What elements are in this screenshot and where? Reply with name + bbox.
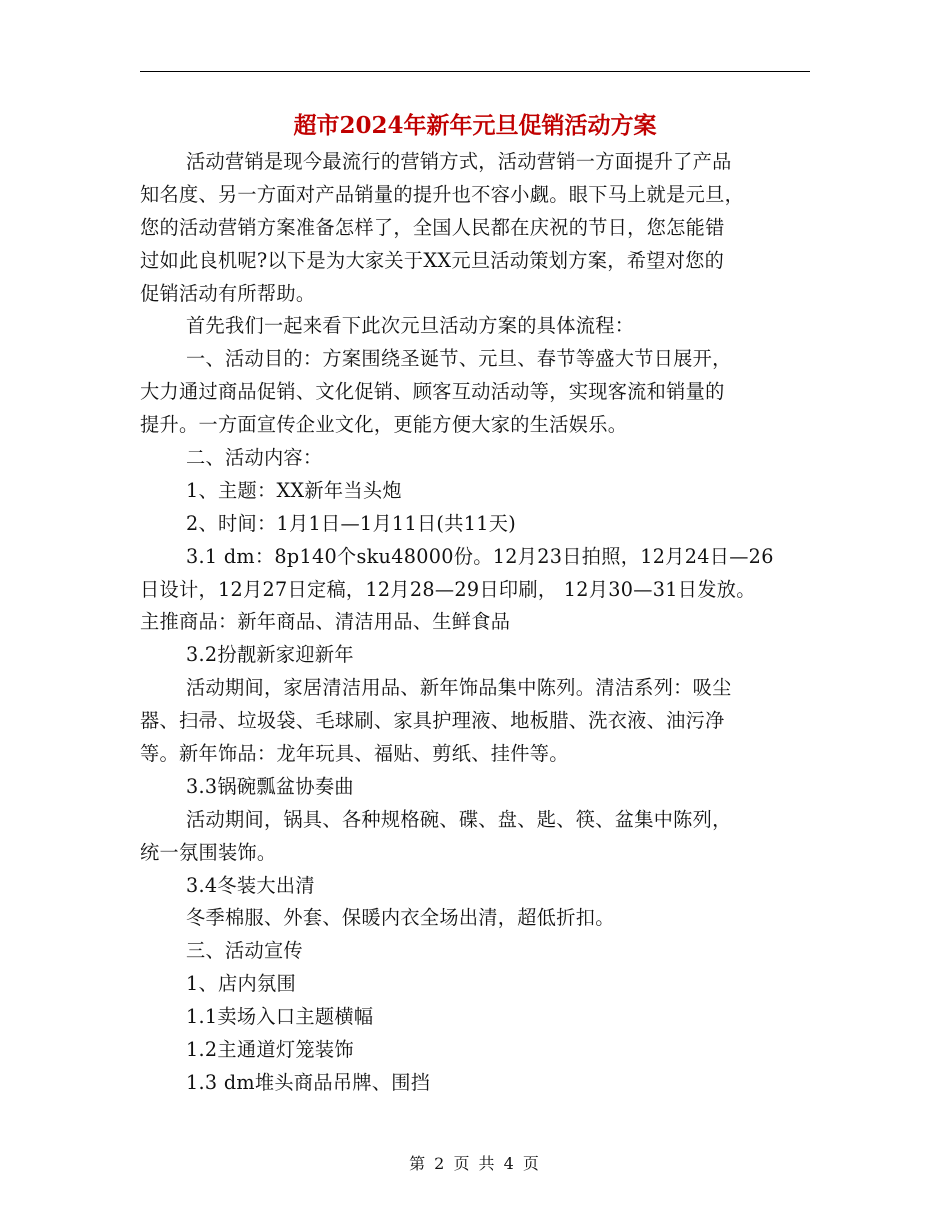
text-line: 统一氛围装饰。 bbox=[140, 840, 277, 864]
text-line: 一、活动目的：方案围绕圣诞节、元旦、春节等盛大节日展开， bbox=[186, 347, 732, 371]
text-line: 日设计，12月27日定稿，12月28—29日印刷， 12月30—31日发放。 bbox=[140, 577, 756, 601]
text-line: 活动营销是现今最流行的营销方式，活动营销一方面提升了产品 bbox=[186, 150, 732, 173]
text-line: 1.2主通道灯笼装饰 bbox=[186, 1038, 354, 1062]
text-line: 过如此良机呢?以下是为大家关于XX元旦活动策划方案，希望对您的 bbox=[140, 248, 725, 272]
text-line: 促销活动有所帮助。 bbox=[140, 281, 316, 305]
text-line: 活动期间，家居清洁用品、新年饰品集中陈列。清洁系列：吸尘 bbox=[186, 676, 732, 700]
text-line: 3.3锅碗瓢盆协奏曲 bbox=[186, 774, 354, 798]
page-footer: 第 2 页 共 4 页 bbox=[409, 1154, 541, 1173]
header-rule bbox=[140, 71, 810, 72]
text-line: 提升。一方面宣传企业文化，更能方便大家的生活娱乐。 bbox=[140, 413, 628, 437]
text-line: 活动期间，锅具、各种规格碗、碟、盘、匙、筷、盆集中陈列， bbox=[186, 807, 732, 831]
text-line: 主推商品：新年商品、清洁用品、生鲜食品 bbox=[140, 610, 511, 634]
text-line: 1、主题：XX新年当头炮 bbox=[186, 478, 402, 502]
text-line: 2、时间：1月1日—1月11日(共11天) bbox=[186, 511, 516, 535]
text-line: 二、活动内容： bbox=[186, 446, 323, 470]
text-line: 首先我们一起来看下此次元旦活动方案的具体流程： bbox=[186, 314, 635, 338]
text-line: 大力通过商品促销、文化促销、顾客互动活动等，实现客流和销量的 bbox=[140, 380, 725, 404]
text-line: 三、活动宣传 bbox=[186, 939, 303, 963]
text-line: 等。新年饰品：龙年玩具、福贴、剪纸、挂件等。 bbox=[140, 742, 569, 766]
document-body bbox=[140, 146, 820, 1100]
text-line: 器、扫帚、垃圾袋、毛球刷、家具护理液、地板腊、洗衣液、油污净 bbox=[140, 709, 725, 733]
document-title: 超市2024年新年元旦促销活动方案 bbox=[293, 112, 657, 139]
text-line: 知名度、另一方面对产品销量的提升也不容小觑。眼下马上就是元旦， bbox=[140, 182, 745, 206]
text-line: 1.1卖场入口主题横幅 bbox=[186, 1005, 374, 1029]
text-line: 1.3 dm堆头商品吊牌、围挡 bbox=[186, 1070, 431, 1094]
text-line: 3.2扮靓新家迎新年 bbox=[186, 643, 354, 667]
text-line: 3.4冬装大出清 bbox=[186, 873, 315, 897]
text-line: 3.1 dm：8p140个sku48000份。12月23日拍照，12月24日—26 bbox=[186, 544, 774, 568]
text-line: 1、店内氛围 bbox=[186, 972, 296, 996]
text-line: 您的活动营销方案准备怎样了，全国人民都在庆祝的节日，您怎能错 bbox=[140, 215, 725, 239]
text-line: 冬季棉服、外套、保暖内衣全场出清，超低折扣。 bbox=[186, 906, 615, 930]
